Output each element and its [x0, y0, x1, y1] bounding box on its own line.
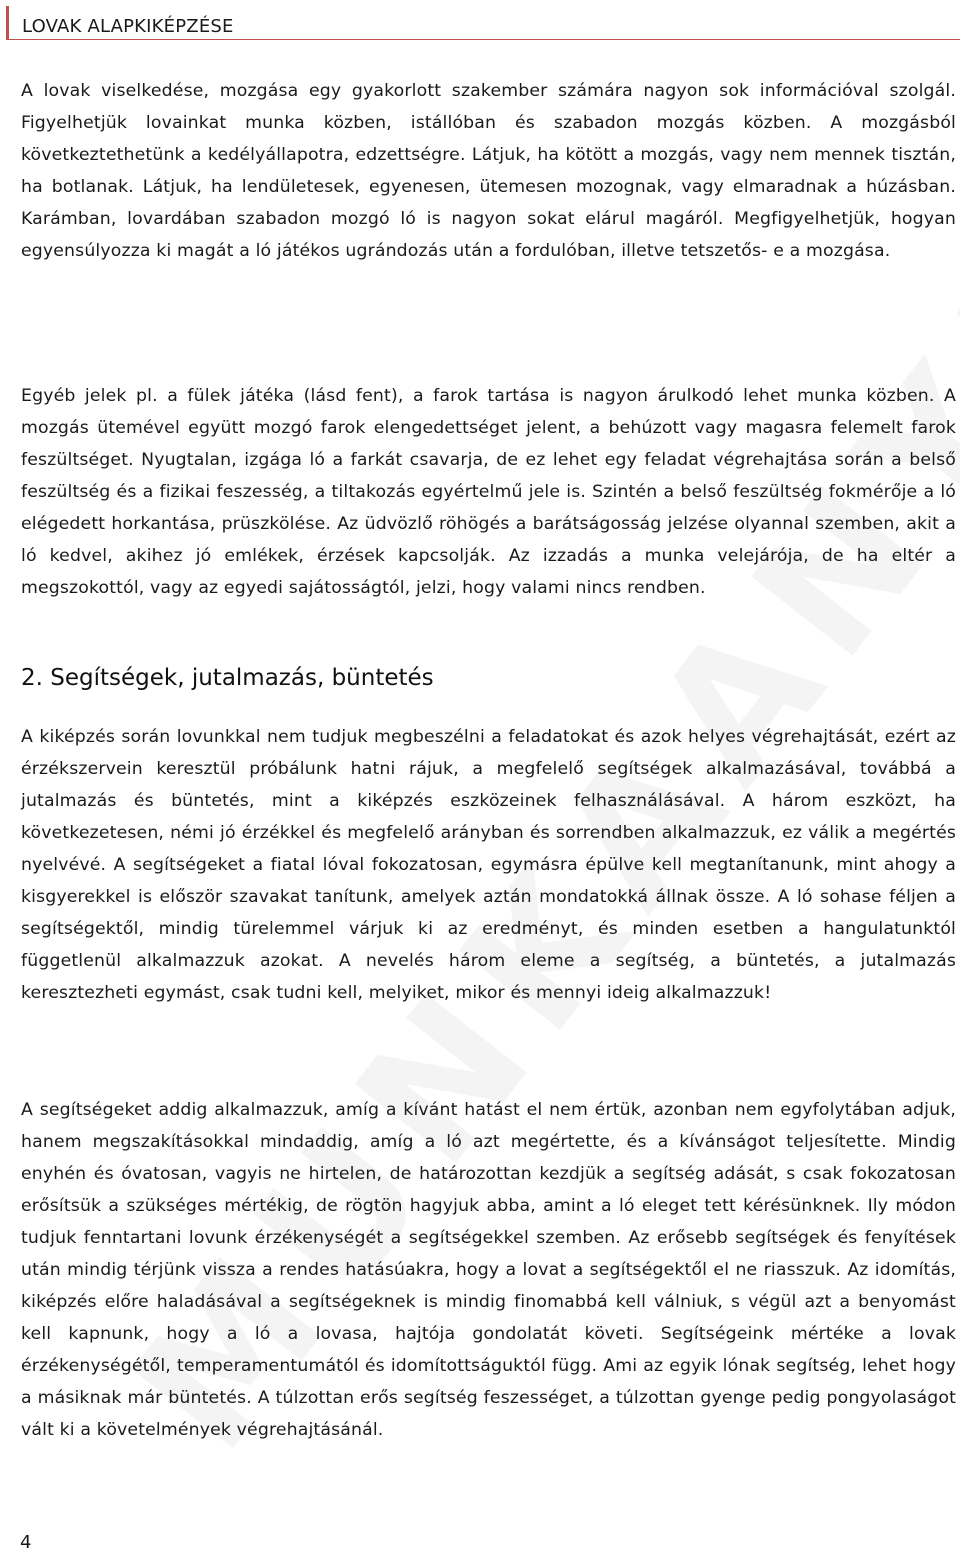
header-title: LOVAK ALAPKIKÉPZÉSE: [22, 16, 234, 37]
paragraph-applying-aids: A segítségeket addig alkalmazzuk, amíg a kívánt hatást el nem értük, azonban nem egyfolytában adjuk, hanem megszakításokkal mindaddig, amíg a ló azt megértette, és a kívánságot teljesítette. Mindig enyhén és óvatosan, vagyis ne hirtelen, de határozottan kezdjük a segítség adását, s csak fokozatosan erősítsük a szükséges mértékig, de rögtön hagyjuk abba, amint a ló eleget tett kérésünknek. Ily módon tudjuk fenntartani lovunk érzékenységét a segítségekkel szemben. Az erősebb segítségek és fenyítések után mindig térjünk vissza a rendes hatásúakra, hogy a lovat a segítségektől el ne riasszuk. Az idomítás, kiképzés előre haladásával a segítségeknek is mindig finomabbá kell válniuk, s végül azt a benyomást kell kapnunk, hogy a ló a lovasa, hajtója gondolatát követi. Segítségeink mértéke a lovak érzékenységétől, temperamentumától és idomítottságuktól függ. Ami az egyik lónak segítség, lehet hogy a másiknak már büntetés. A túlzottan erős segítség feszességet, a túlzottan gyenge pedig pongyolaságot vált ki a követelmények végrehajtásánál.: [21, 1100, 956, 1440]
page-header: [6, 6, 960, 40]
section-heading: 2. Segítségek, jutalmazás, büntetés: [21, 665, 434, 691]
paragraph-training-aids: A kiképzés során lovunkkal nem tudjuk megbeszélni a feladatokat és azok helyes végrehajtását, ezért az érzékszervein keresztül próbálunk hatni rájuk, a megfelelő segítségek alkalmazásával, továbbá a jutalmazás és büntetés, mint a kiképzés eszközeinek felhasználásával. A három eszközt, ha következetesen, némi jó érzékkel és megfelelő arányban és sorrendben alkalmazzuk, ez válik a megértés nyelvévé. A segítségeket a fiatal lóval fokozatosan, egymásra épülve kell megtanítanunk, mint ahogy a kisgyerekkel is először szavakat tanítunk, amelyek aztán mondatokká állnak össze. A ló sohase féljen a segítségektől, mindig türelemmel várjuk ki az eredményt, és minden esetben a hangulatunktól függetlenül alkalmazzuk azokat. A nevelés három eleme a segítség, a büntetés, a jutalmazás keresztezheti egymást, csak tudni kell, melyiket, mikor és mennyi ideig alkalmazzuk!: [21, 727, 956, 1003]
page-number: 4: [20, 1532, 32, 1553]
paragraph-movement: A lovak viselkedése, mozgása egy gyakorlott szakember számára nagyon sok információval szolgál. Figyelhetjük lovainkat munka közben, istállóban és szabadon mozgás közben. A mozgásból következtethetünk a kedélyállapotra, edzettségre. Látjuk, ha kötött a mozgás, vagy nem mennek tisztán, ha botlanak. Látjuk, ha lendületesek, egyenesen, ütemesen mozognak, vagy elmaradnak a húzásban. Karámban, lovardában szabadon mozgó ló is nagyon sokat elárul magáról. Megfigyelhetjük, hogyan egyensúlyozza ki magát a ló játékos ugrándozás után a fordulóban, illetve tetszetős- e a mozgása.: [21, 81, 956, 261]
paragraph-other-signs: Egyéb jelek pl. a fülek játéka (lásd fent), a farok tartása is nagyon árulkodó lehet munka közben. A mozgás ütemével együtt mozgó farok elengedettséget jelent, a behúzott vagy magasra felemelt farok feszültséget. Nyugtalan, izgága ló a farkát csavarja, de ez lehet egy feladat végrehajtása során a belső feszültség és a fizikai feszesség, a tiltakozás egyértelmű jele is. Szintén a belső feszültség fokmérője a ló elégedett horkantása, prüszkölése. Az üdvözlő röhögés a barátságosság jelzése olyannal szemben, akit a ló kedvel, akihez jó emlékek, érzések kapcsolják. Az izzadás a munka velejárója, de ha eltér a megszokottól, vagy az egyedi sajátosságtól, jelzi, hogy valami nincs rendben.: [21, 386, 956, 598]
